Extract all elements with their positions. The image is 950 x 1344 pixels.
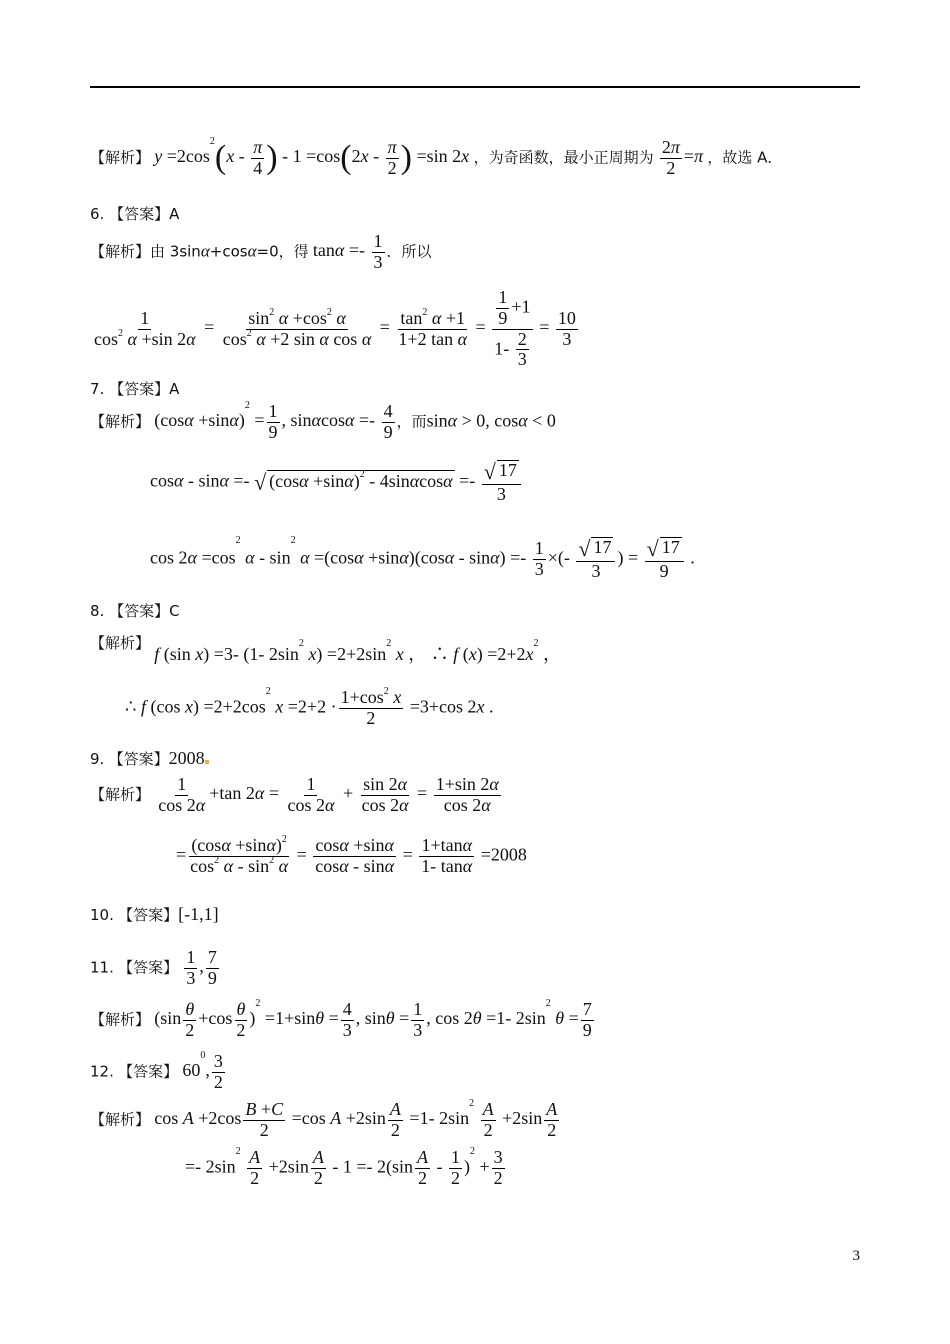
q7-step2: $\cos 2\alpha =\cos^2$ $\alpha - \sin^2 \alpha =(\cos\alpha +\sin\alpha)(\cos\alpha - \sin\alpha)$ =- $\frac{1}{3}$ ×(- $\frac{√ 17}{3}$ ) = $\frac{√ 17}{9}$ . bbox=[150, 535, 695, 582]
q7-answer: 7. 【答案】A bbox=[90, 380, 180, 398]
q5-end: ，故选 A． bbox=[707, 148, 783, 167]
q5-analysis: 【解析】 $y =2\cos^2(x$ - $\frac{\pi}{4}$ ) - 1 =cos(2x - $\frac{\pi}{2}$ ) =sin 2x ，为奇函数，最小正周期为 $\frac{2\pi}{2}$ =π ，故选 A． bbox=[90, 136, 783, 178]
q10-answer: 10. 【答案】[-1,1] bbox=[90, 904, 219, 924]
q8-step: ∴ f (cos $x) =2+2\cos^2$ x =2+2 · $\frac{1+\cos^2 x}{2}$ =3+cos 2x . bbox=[125, 686, 494, 728]
q9-analysis: 【解析】 $\frac{1}{\cos 2\alpha}$ +tan 2α = $\frac{1}{\cos 2\alpha}$ + $\frac{\sin 2\alpha}{\cos 2\alpha}$ = $\frac{1+\sin 2\alpha}{\cos 2\alpha}$ bbox=[90, 774, 499, 815]
page-number: 3 bbox=[852, 1248, 860, 1264]
q6-derivation: $\frac{1}{\cos^2 \alpha +\sin 2\alpha}$ = $\frac{\sin^2 \alpha +\cos^2 \alpha}{\cos^2 \alpha +2 \sin \alpha \cos \alpha}$ = $\frac{\tan^2 \alpha +1}{\text{1+2 tan α}}$ = $\frac{1}{9}$ +1 1- $\frac{2}{3}$ = $\frac{10}{3}$ bbox=[94, 287, 576, 370]
q5-text: ，为奇函数，最小正周期为 bbox=[473, 148, 654, 167]
q12-answer: 12. 【答案】 $60^0$, $\frac{3}{2}$ bbox=[90, 1050, 223, 1092]
q8-answer: 8. 【答案】C bbox=[90, 602, 180, 620]
q9-step: = $\frac{(\cos\alpha +\sin\alpha)^2}{\cos^2 \alpha - \sin^2 \alpha}$ = $\frac{\cos\alpha +\sin\alpha}{\cos\alpha - \sin\alpha}$ = $\frac{1+\tan\alpha}{1- \tan\alpha}$ =2008 bbox=[176, 834, 527, 876]
q7-step1: cosα - sinα =- √ $(\cos\alpha +\sin\alpha)^2 - 4\sin\alpha\cos\alpha$ =- $\frac{√ 17}{3}$ bbox=[150, 460, 523, 505]
q11-analysis: 【解析】 (sin $\frac{\theta}{2}$ +cos $\frac{\theta}{2}$ )$^2$ =1+sinθ = $\frac{4}{3}$ , sinθ = $\frac{1}{3}$ , cos 2θ =1- $2\sin^2$ θ = $\frac{7}{9}$ bbox=[90, 998, 592, 1040]
q12-analysis: 【解析】 cos A +2cos $\frac{B +C}{2}$ =cos A +2sin $\frac{A}{2}$ =1- $2\sin^2$ $\frac{A}{2}$ +2sin $\frac{A}{2}$ bbox=[90, 1098, 558, 1140]
q12-step: =- $2\sin^2$ $\frac{A}{2}$ +2sin $\frac{A}{2}$ - 1 =- 2(sin $\frac{A}{2}$ - $\frac{1}{2}$ )$^2$ + $\frac{3}{2}$ bbox=[185, 1146, 503, 1188]
q6-answer: 6. 【答案】A bbox=[90, 205, 180, 223]
analysis-label: 【解析】 bbox=[90, 148, 151, 167]
q7-analysis: 【解析】 $(\cos\alpha +\sin\alpha)^2$ = $\frac{1}{9}$ , sinαcosα =- $\frac{4}{9}$ ，而sinα > 0, cosα < 0 bbox=[90, 400, 556, 442]
header-rule bbox=[90, 86, 860, 88]
q9-answer: 9. 【答案】2008 bbox=[90, 748, 209, 769]
q11-answer: 11. 【答案】 $\frac{1}{3}$ , $\frac{7}{9}$ bbox=[90, 947, 217, 988]
q5-formula: $y =2\cos^2(x$ - $\frac{\pi}{4}$ ) - 1 =cos(2x - $\frac{\pi}{2}$ ) =sin 2x bbox=[154, 136, 470, 178]
q8-analysis: 【解析】 f (sin x) =3- (1- $2\sin^2$ $x) =2+2\sin^2$ x ， ∴ f $(x) =2+2x^2$ ， bbox=[90, 634, 562, 664]
q6-analysis: 【解析】由 3sinα+cosα=0，得 tanα =- $\frac{1}{3}$ ．所以 bbox=[90, 231, 432, 272]
